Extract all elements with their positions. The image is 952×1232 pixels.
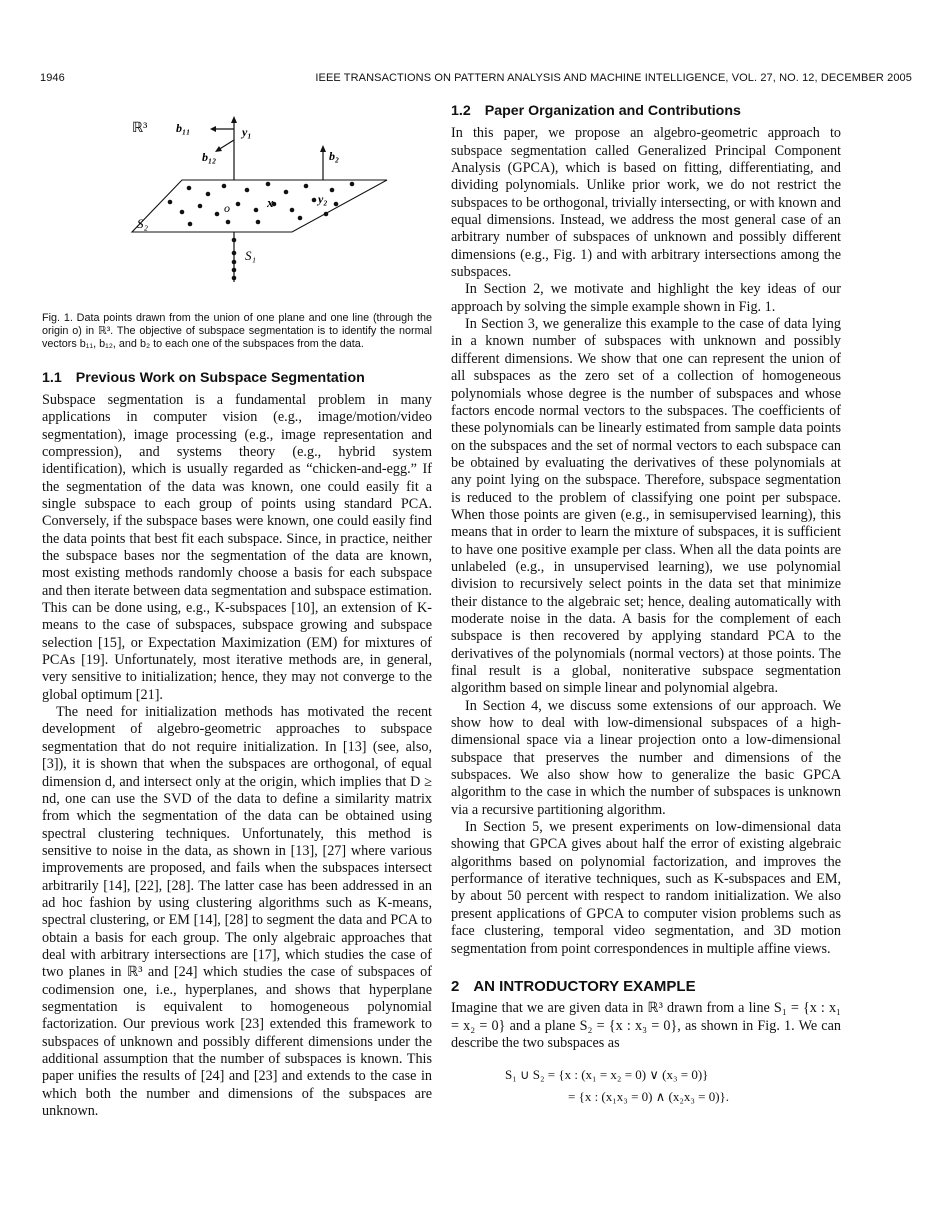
- equation-block: [451, 1064, 841, 1108]
- right-column: [451, 100, 841, 1108]
- subspace-diagram: [42, 100, 432, 300]
- paragraph: Imagine that we are given data in ℝ³ drawn from a line S₁ = {x : x₁ = x₂ = 0} and a plane S₂ = {x : x₃ = 0}, as shown in Fig. 1. We can describe the two subspaces as: [451, 1000, 841, 1051]
- arrow-b2: [320, 145, 326, 152]
- paragraph: Subspace segmentation is a fundamental problem in many applications in computer vision (e.g., image/motion/video segmentation), image processing (e.g., image representation and compression), and systems theory (e.g., hybrid system identification), which is usually regarded as “chicken-and-egg.” If the segmentation of the data was known, one could easily fit a single subspace to each group of points using standard PCA. Conversely, if the subspace bases were known, one could easily find the data points that best fit each subspace. Since, in practice, neither the subspace bases nor the segmentation of the data are known, most existing methods randomly choose a basis for each subspace and then iterate between data segmentation and subspace estimation. This can be done using, e.g., K-subspaces [10], an extension of K-means to the case of subspaces, subspace growing and subspace selection [15], or Expectation Maximization (EM) for mixtures of PCAs [19]. Unfortunately, most iterative methods are, in general, very sensitive to initialization; hence, they may not converge to the global optimum [21].: [42, 391, 432, 703]
- paragraph: In Section 5, we present experiments on low-dimensional data showing that GPCA gives about half the error of existing algebraic algorithms based on polynomial factorization, and improves the performance of iterative techniques, such as K-subspaces and EM, by about 50 percent with respect to random initialization. We also present applications of GPCA to computer vision problems such as face clustering, temporal video segmentation, and 3D motion segmentation from point correspondences in multiple affine views.: [451, 819, 841, 957]
- plane-s2: [132, 180, 387, 232]
- equation-line: S₁ ∪ S₂ = {x : (x₁ = x₂ = 0) ∨ (x₃ = 0)}: [505, 1067, 709, 1083]
- fig-label-b11: b₁₁: [176, 121, 191, 135]
- section-2-heading: [451, 978, 841, 995]
- section-title: Previous Work on Subspace Segmentation: [75, 369, 365, 386]
- paragraph: In Section 3, we generalize this example to the case of data lying in a known number of subspaces with unknown and possibly different dimensions. We show that one can represent the union of all subspaces as the zero set of a collection of homogeneous polynomials whose degree is the number of subspaces and whose factors encode normal vectors to the subspaces. The coefficients of these polynomials can be linearly estimated from sample data points on the subspaces and the set of normal vectors to each subspace can be obtained by evaluating the derivatives of these polynomials at any point lying on the subspace. Therefore, subspace segmentation is reduced to the problem of classifying one point per subspace. When those points are given (e.g., in semisupervised learning), this means that in order to learn the mixture of subspaces, it is sufficient to have one positive example per class. When all the data points are unlabeled (e.g., in unsupervised learning), we use polynomial division to recursively select points in the data set that minimize their distance to the algebraic set; hence, dealing automatically with moderate noise in the data. A basis for the complement of each subspace is then recovered by applying standard PCA to the derivatives of the polynomials (normal vectors) at those points. The final result is a global, noniterative subspace segmentation algorithm based on simple linear and polynomial algebra.: [451, 316, 841, 697]
- section-number: 1.1: [42, 369, 62, 386]
- fig-label-b2: b₂: [329, 149, 340, 163]
- section-number: 1.2: [451, 103, 471, 119]
- fig-label-origin: o: [224, 201, 230, 215]
- paragraph: In this paper, we propose an algebro-geometric approach to subspace segmentation called Generalized Principal Component Analysis (GPCA), which is based on fitting, differentiating, and dividing polynomials. Unlike prior work, we do not restrict the subspaces to be orthogonal, trivially intersecting, or with known and equal dimensions. Instead, we address the most general case of an arbitrary number of subspaces of unknown and possibly different dimensions (e.g., Fig. 1) and with arbitrary intersections among the subspaces.: [451, 125, 841, 281]
- fig-label-s2: S₂: [137, 216, 149, 231]
- journal-header: IEEE TRANSACTIONS ON PATTERN ANALYSIS AND MACHINE INTELLIGENCE, VOL. 27, NO. 12, DECEMBER 2005: [315, 72, 912, 84]
- paragraph: The need for initialization methods has motivated the recent development of algebro-geometric approaches to subspace segmentation that do not require initialization. In [13] (see, also, [3]), it is shown that when the subspaces are orthogonal, of equal dimension d, and intersect only at the origin, which implies that D ≥ nd, one can use the SVD of the data to define a similarity matrix from which the segmentation of the data can be obtained using spectral clustering techniques. Unfortunately, this method is sensitive to noise in the data, as shown in [13], [27] where various improvements are proposed, and fails when the subspaces intersect arbitrarily [14], [22], [28]. The latter case has been addressed in an ad hoc fashion by using clustering algorithms such as K-means, spectral clustering, or EM [14], [28] to segment the data and PCA to obtain a basis for each group. The only algebraic approaches that deal with arbitrary intersections are [17], which studies the case of two planes in ℝ³ and [24] which studies the case of subspaces of codimension one, i.e., hyperplanes, and shows that hyperplane segmentation is equivalent to homogeneous polynomial factorization. Our previous work [23] extended this framework to subspaces of unknown and possibly different dimensions under the additional assumption that the number of subspaces is known. This paper unifies the results of [24] and [23] and extends to the case in which both the number and dimensions of the subspaces are unknown.: [42, 704, 432, 1120]
- arrow-b11: [210, 126, 216, 132]
- fig-label-y2: y₂: [318, 192, 328, 206]
- fig-label-space: ℝ³: [132, 121, 148, 136]
- fig-label-s1: S₁: [245, 248, 257, 263]
- paragraph: In Section 4, we discuss some extensions of our approach. We show how to deal with low-dimensional subspaces of a high-dimensional space via a linear projection onto a low-dimensional subspace that preserves the number and dimensions of the subspaces. We also show how to generalize the basic GPCA algorithm to the case in which the number of subspaces is unknown via a recursive partitioning algorithm.: [451, 697, 841, 818]
- figure-caption: Fig. 1. Data points drawn from the union of one plane and one line (through the origin o) in ℝ³. The objective of subspace segmentation is to identify the normal vectors b₁₁, b₁₂, and b₂ to each one of the subspaces from the data.: [42, 312, 432, 351]
- fig-label-y1: y₁: [242, 125, 252, 139]
- section-1-2-heading: [451, 103, 841, 120]
- page-number: 1946: [40, 72, 65, 84]
- section-number: 2: [451, 977, 460, 995]
- section-title: Paper Organization and Contributions: [484, 103, 741, 119]
- paragraph: In Section 2, we motivate and highlight the key ideas of our approach by solving the simple example shown in Fig. 1.: [451, 281, 841, 315]
- section-title: AN INTRODUCTORY EXAMPLE: [473, 977, 696, 995]
- arrow-y1: [231, 116, 237, 123]
- equation-line: = {x : (x₁x₃ = 0) ∧ (x₂x₃ = 0)}.: [568, 1089, 730, 1105]
- section-1-1-heading: [42, 370, 432, 387]
- fig-label-x: x: [267, 195, 274, 210]
- fig-label-b12: b₁₂: [202, 150, 217, 164]
- figure-1: [42, 100, 432, 300]
- left-column: [42, 100, 432, 1120]
